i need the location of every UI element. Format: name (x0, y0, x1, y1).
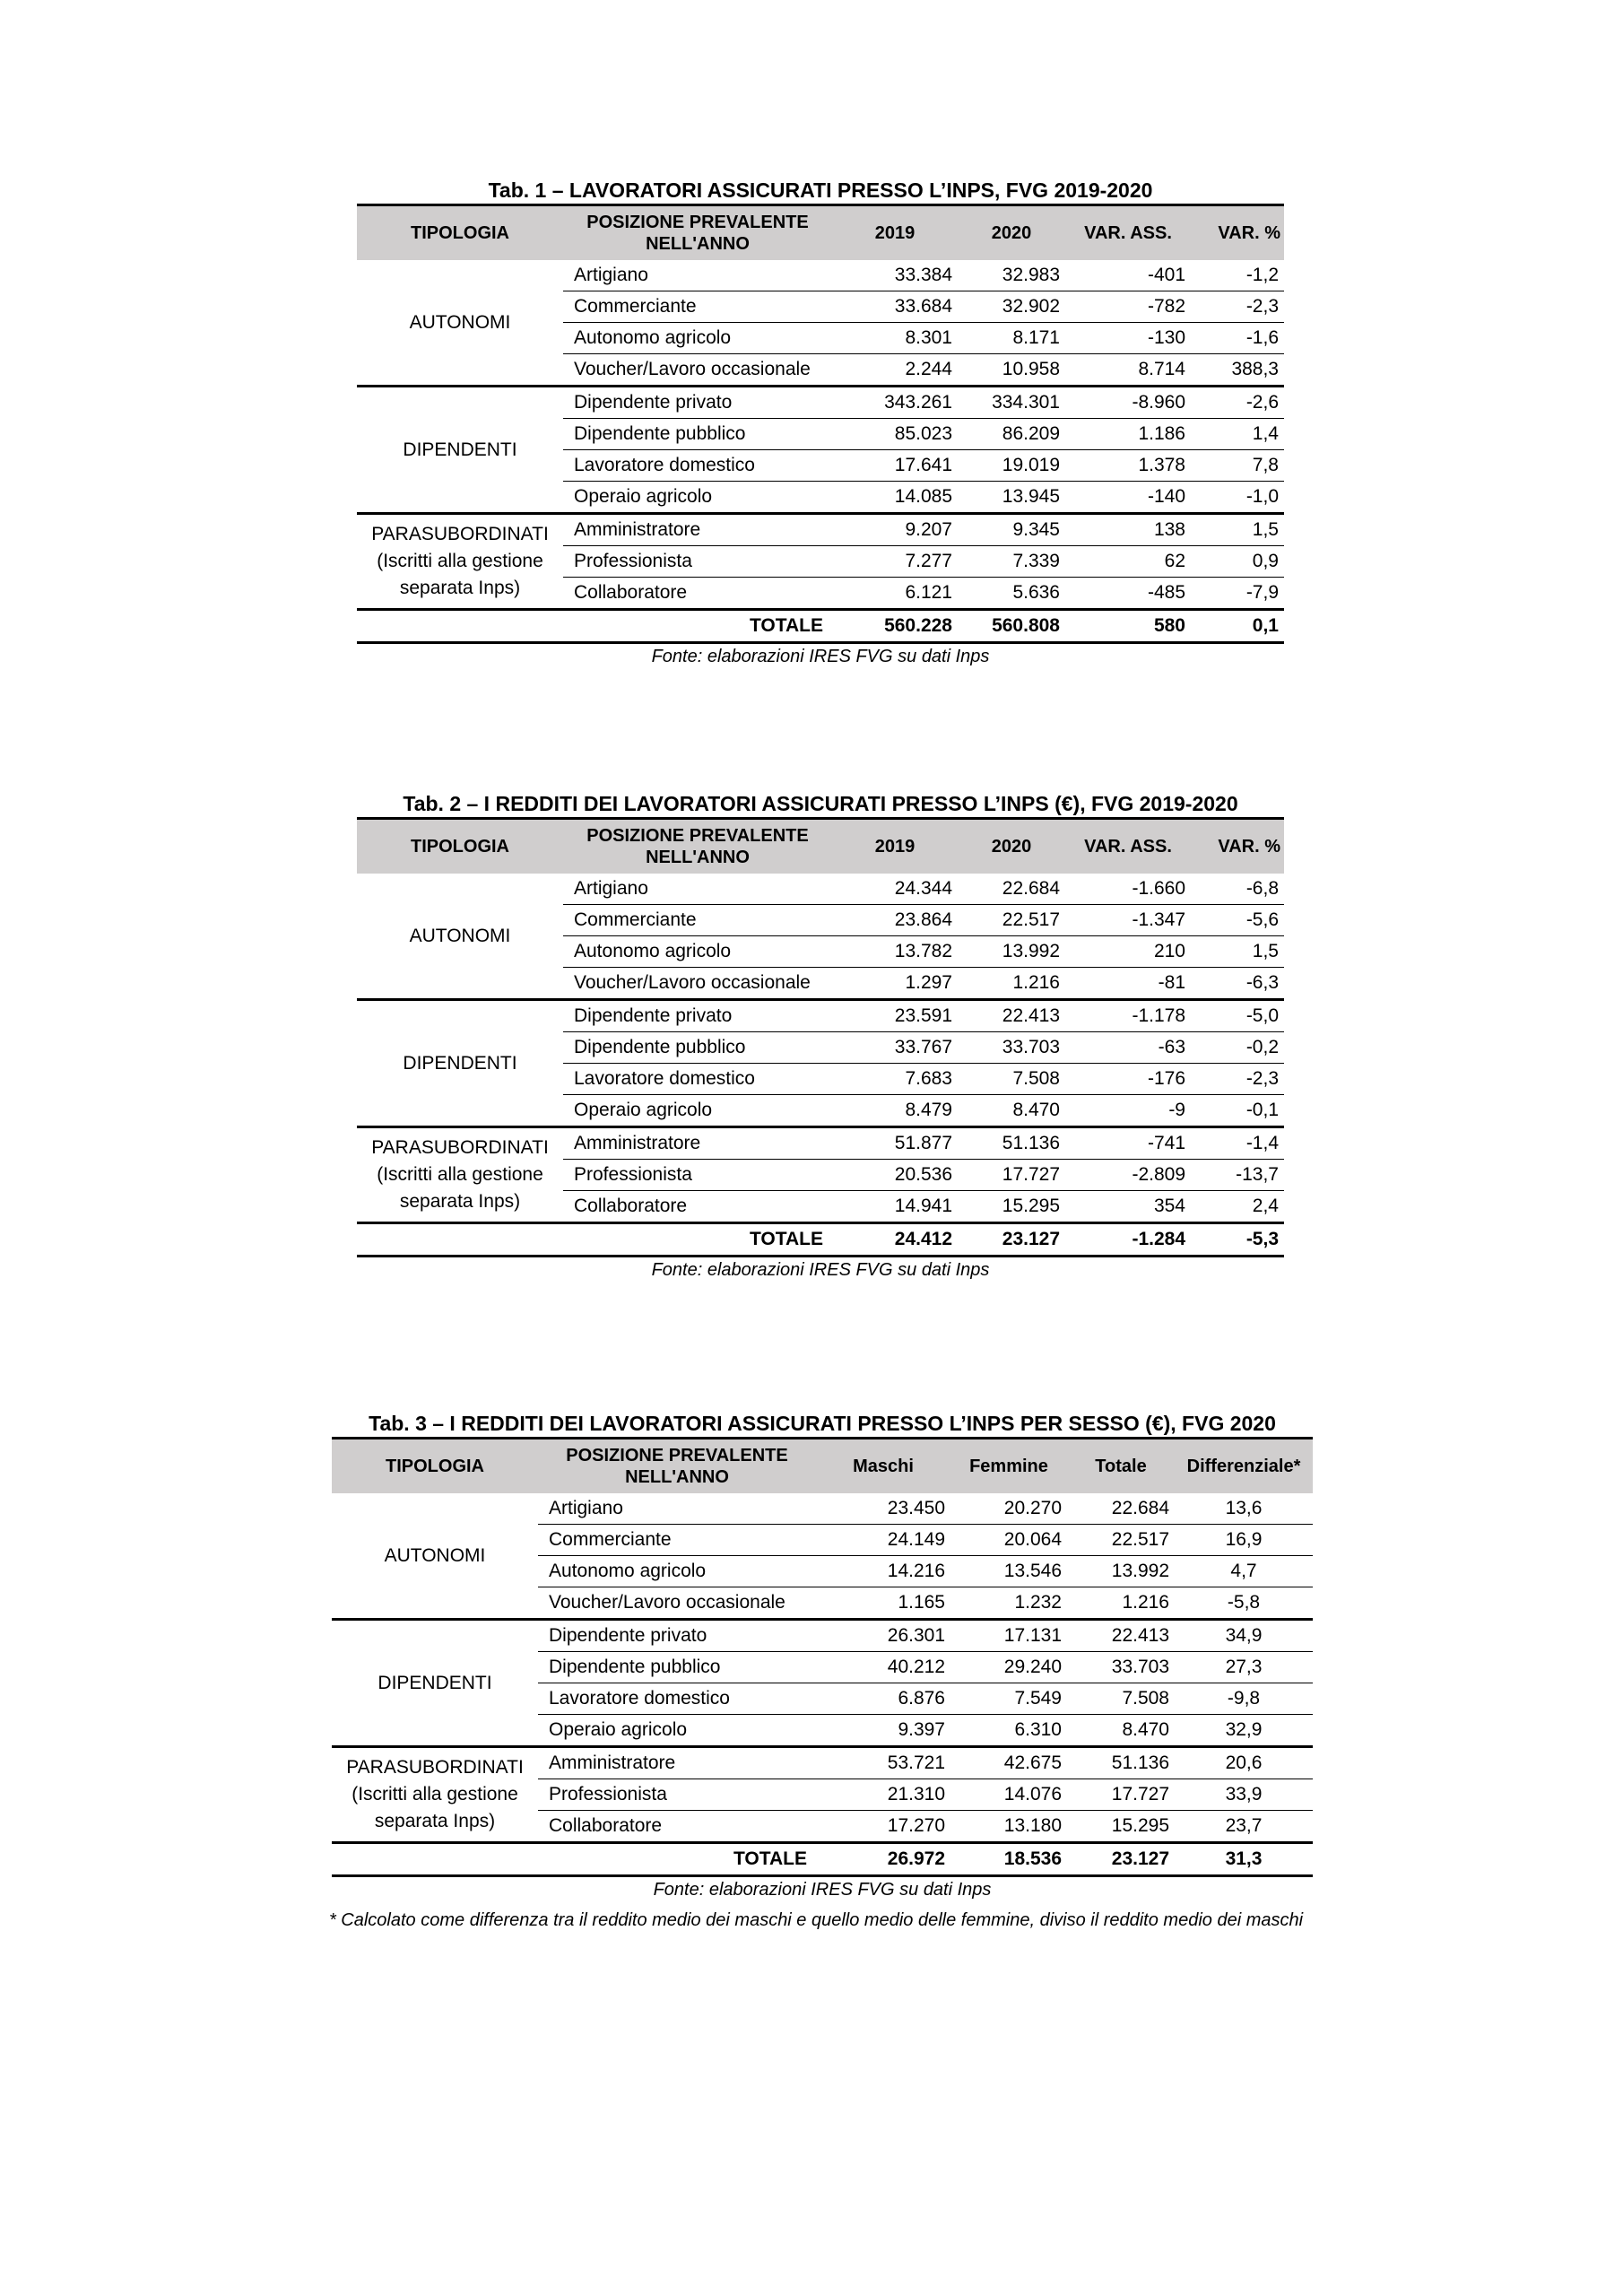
total-spacer (357, 1223, 563, 1257)
value-cell: 17.641 (832, 450, 958, 482)
value-cell: 17.270 (816, 1811, 950, 1843)
column-header: TIPOLOGIA (357, 205, 563, 261)
value-cell: -1,6 (1191, 323, 1284, 354)
value-cell: 22.413 (1067, 1620, 1175, 1652)
value-cell: -1,4 (1191, 1127, 1284, 1160)
position-cell: Amministratore (538, 1747, 816, 1779)
value-cell: 34,9 (1175, 1620, 1313, 1652)
header-row (357, 205, 1284, 261)
value-cell: 42.675 (950, 1747, 1067, 1779)
value-cell: 21.310 (816, 1779, 950, 1811)
value-cell: 14.085 (832, 482, 958, 514)
total-label: TOTALE (563, 1223, 832, 1257)
position-cell: Artigiano (563, 874, 832, 905)
value-cell: -741 (1065, 1127, 1191, 1160)
value-cell: -7,9 (1191, 578, 1284, 610)
value-cell: 53.721 (816, 1747, 950, 1779)
column-header: 2020 (958, 819, 1065, 874)
position-cell: Operaio agricolo (563, 1095, 832, 1127)
value-cell: 13.992 (1067, 1556, 1175, 1587)
value-cell: 20.064 (950, 1525, 1067, 1556)
position-cell: Professionista (538, 1779, 816, 1811)
value-cell: -63 (1065, 1032, 1191, 1064)
value-cell: 1.186 (1065, 419, 1191, 450)
value-cell: 8.470 (958, 1095, 1065, 1127)
value-cell: -140 (1065, 482, 1191, 514)
table-2-block (357, 790, 1284, 1283)
position-cell: Dipendente pubblico (563, 419, 832, 450)
value-cell: 14.941 (832, 1191, 958, 1223)
value-cell: 19.019 (958, 450, 1065, 482)
table-row (332, 1493, 1313, 1525)
position-cell: Amministratore (563, 514, 832, 546)
value-cell: -176 (1065, 1064, 1191, 1095)
position-cell: Dipendente pubblico (563, 1032, 832, 1064)
group-label: AUTONOMI (357, 260, 563, 387)
value-cell: 27,3 (1175, 1652, 1313, 1683)
value-cell: -5,8 (1175, 1587, 1313, 1620)
value-cell: -13,7 (1191, 1160, 1284, 1191)
table-row (332, 1747, 1313, 1779)
table-title: Tab. 1 – LAVORATORI ASSICURATI PRESSO L’INPS, FVG 2019-2020 (488, 178, 1153, 202)
position-cell: Commerciante (538, 1525, 816, 1556)
position-cell: Collaboratore (563, 578, 832, 610)
table-row (332, 1620, 1313, 1652)
value-cell: 13.782 (832, 936, 958, 968)
value-cell: 33.384 (832, 260, 958, 291)
value-cell: 1,4 (1191, 419, 1284, 450)
value-cell: -1,0 (1191, 482, 1284, 514)
group-label: DIPENDENTI (357, 387, 563, 514)
value-cell: 51.136 (958, 1127, 1065, 1160)
value-cell: 23.591 (832, 1000, 958, 1032)
value-cell: 17.727 (1067, 1779, 1175, 1811)
value-cell: -1.347 (1065, 905, 1191, 936)
value-cell: 334.301 (958, 387, 1065, 419)
value-cell: 7.508 (1067, 1683, 1175, 1715)
header-row (357, 819, 1284, 874)
value-cell: -0,1 (1191, 1095, 1284, 1127)
value-cell: 7.339 (958, 546, 1065, 578)
value-cell: 22.517 (1067, 1525, 1175, 1556)
total-value: 0,1 (1191, 610, 1284, 643)
column-header: Femmine (950, 1439, 1067, 1494)
column-header: VAR. ASS. (1065, 205, 1191, 261)
value-cell: 14.216 (816, 1556, 950, 1587)
total-value: 24.412 (832, 1223, 958, 1257)
value-cell: 6.121 (832, 578, 958, 610)
header-row (332, 1439, 1313, 1494)
total-label: TOTALE (538, 1843, 816, 1876)
value-cell: 9.207 (832, 514, 958, 546)
value-cell: 32,9 (1175, 1715, 1313, 1747)
value-cell: 1.378 (1065, 450, 1191, 482)
table-source: Fonte: elaborazioni IRES FVG su dati Inps (653, 1880, 992, 1900)
data-table (357, 204, 1284, 644)
table-row (357, 1000, 1284, 1032)
total-value: 31,3 (1175, 1843, 1313, 1876)
value-cell: 10.958 (958, 354, 1065, 387)
value-cell: -401 (1065, 260, 1191, 291)
value-cell: 16,9 (1175, 1525, 1313, 1556)
value-cell: 0,9 (1191, 546, 1284, 578)
position-cell: Dipendente privato (563, 387, 832, 419)
total-value: 18.536 (950, 1843, 1067, 1876)
value-cell: 1.232 (950, 1587, 1067, 1620)
total-row (357, 1223, 1284, 1257)
table-title: Tab. 2 – I REDDITI DEI LAVORATORI ASSICURATI PRESSO L’INPS (€), FVG 2019-2020 (403, 792, 1238, 815)
table-row (357, 387, 1284, 419)
column-header: POSIZIONE PREVALENTE NELL'ANNO (538, 1439, 816, 1494)
value-cell: -130 (1065, 323, 1191, 354)
column-header: TIPOLOGIA (332, 1439, 538, 1494)
value-cell: 33,9 (1175, 1779, 1313, 1811)
value-cell: -0,2 (1191, 1032, 1284, 1064)
value-cell: -2.809 (1065, 1160, 1191, 1191)
group-label: PARASUBORDINATI (Iscritti alla gestione separata Inps) (332, 1747, 538, 1843)
value-cell: 1,5 (1191, 514, 1284, 546)
value-cell: 33.703 (1067, 1652, 1175, 1683)
position-cell: Collaboratore (538, 1811, 816, 1843)
value-cell: 33.767 (832, 1032, 958, 1064)
value-cell: 23,7 (1175, 1811, 1313, 1843)
value-cell: -485 (1065, 578, 1191, 610)
value-cell: 23.864 (832, 905, 958, 936)
position-cell: Autonomo agricolo (538, 1556, 816, 1587)
column-header: Totale (1067, 1439, 1175, 1494)
column-header: VAR. ASS. (1065, 819, 1191, 874)
column-header: 2019 (832, 819, 958, 874)
value-cell: -2,3 (1191, 1064, 1284, 1095)
value-cell: 9.397 (816, 1715, 950, 1747)
value-cell: -9 (1065, 1095, 1191, 1127)
value-cell: 20.270 (950, 1493, 1067, 1525)
position-cell: Lavoratore domestico (538, 1683, 816, 1715)
value-cell: 8.301 (832, 323, 958, 354)
value-cell: 22.517 (958, 905, 1065, 936)
position-cell: Dipendente privato (538, 1620, 816, 1652)
group-label: DIPENDENTI (357, 1000, 563, 1127)
total-value: 23.127 (1067, 1843, 1175, 1876)
value-cell: 26.301 (816, 1620, 950, 1652)
total-value: 580 (1065, 610, 1191, 643)
value-cell: 22.684 (1067, 1493, 1175, 1525)
value-cell: 13.180 (950, 1811, 1067, 1843)
position-cell: Autonomo agricolo (563, 323, 832, 354)
table-row (357, 874, 1284, 905)
total-row (357, 610, 1284, 643)
value-cell: 20,6 (1175, 1747, 1313, 1779)
value-cell: 17.727 (958, 1160, 1065, 1191)
value-cell: 7.277 (832, 546, 958, 578)
total-value: 560.228 (832, 610, 958, 643)
total-row (332, 1843, 1313, 1876)
value-cell: 33.684 (832, 291, 958, 323)
value-cell: 24.149 (816, 1525, 950, 1556)
table-3-block (332, 1410, 1313, 1902)
value-cell: 6.310 (950, 1715, 1067, 1747)
value-cell: 51.136 (1067, 1747, 1175, 1779)
column-header: 2020 (958, 205, 1065, 261)
value-cell: 15.295 (958, 1191, 1065, 1223)
value-cell: 33.703 (958, 1032, 1065, 1064)
value-cell: 62 (1065, 546, 1191, 578)
column-header: Maschi (816, 1439, 950, 1494)
value-cell: -2,3 (1191, 291, 1284, 323)
position-cell: Collaboratore (563, 1191, 832, 1223)
value-cell: 22.684 (958, 874, 1065, 905)
group-label: PARASUBORDINATI (Iscritti alla gestione separata Inps) (357, 1127, 563, 1223)
table-source: Fonte: elaborazioni IRES FVG su dati Inps (651, 1260, 990, 1280)
position-cell: Voucher/Lavoro occasionale (538, 1587, 816, 1620)
position-cell: Professionista (563, 1160, 832, 1191)
value-cell: 13,6 (1175, 1493, 1313, 1525)
column-header: VAR. % (1191, 205, 1284, 261)
total-label: TOTALE (563, 610, 832, 643)
position-cell: Commerciante (563, 905, 832, 936)
value-cell: -1,2 (1191, 260, 1284, 291)
value-cell: 1.165 (816, 1587, 950, 1620)
value-cell: 32.983 (958, 260, 1065, 291)
position-cell: Artigiano (563, 260, 832, 291)
value-cell: 7.683 (832, 1064, 958, 1095)
value-cell: 13.546 (950, 1556, 1067, 1587)
total-spacer (332, 1843, 538, 1876)
value-cell: -2,6 (1191, 387, 1284, 419)
position-cell: Operaio agricolo (563, 482, 832, 514)
value-cell: 20.536 (832, 1160, 958, 1191)
value-cell: 7,8 (1191, 450, 1284, 482)
value-cell: 32.902 (958, 291, 1065, 323)
value-cell: 8.470 (1067, 1715, 1175, 1747)
value-cell: 8.171 (958, 323, 1065, 354)
value-cell: 6.876 (816, 1683, 950, 1715)
table-row (357, 514, 1284, 546)
value-cell: 343.261 (832, 387, 958, 419)
value-cell: 1,5 (1191, 936, 1284, 968)
value-cell: -6,3 (1191, 968, 1284, 1000)
table-title: Tab. 3 – I REDDITI DEI LAVORATORI ASSICURATI PRESSO L’INPS PER SESSO (€), FVG 2020 (369, 1412, 1276, 1435)
value-cell: 210 (1065, 936, 1191, 968)
value-cell: 9.345 (958, 514, 1065, 546)
table-source: Fonte: elaborazioni IRES FVG su dati Inps (651, 647, 990, 666)
group-label: DIPENDENTI (332, 1620, 538, 1747)
value-cell: -81 (1065, 968, 1191, 1000)
data-table (357, 817, 1284, 1257)
column-header: POSIZIONE PREVALENTE NELL'ANNO (563, 205, 832, 261)
position-cell: Lavoratore domestico (563, 450, 832, 482)
column-header: POSIZIONE PREVALENTE NELL'ANNO (563, 819, 832, 874)
value-cell: 23.450 (816, 1493, 950, 1525)
total-value: 23.127 (958, 1223, 1065, 1257)
value-cell: 14.076 (950, 1779, 1067, 1811)
position-cell: Artigiano (538, 1493, 816, 1525)
value-cell: 2,4 (1191, 1191, 1284, 1223)
value-cell: 29.240 (950, 1652, 1067, 1683)
column-header: Differenziale* (1175, 1439, 1313, 1494)
value-cell: 51.877 (832, 1127, 958, 1160)
value-cell: 388,3 (1191, 354, 1284, 387)
value-cell: 2.244 (832, 354, 958, 387)
data-table (332, 1437, 1313, 1877)
total-value: 560.808 (958, 610, 1065, 643)
group-label: PARASUBORDINATI (Iscritti alla gestione separata Inps) (357, 514, 563, 610)
value-cell: 1.216 (1067, 1587, 1175, 1620)
position-cell: Autonomo agricolo (563, 936, 832, 968)
value-cell: 1.216 (958, 968, 1065, 1000)
value-cell: -9,8 (1175, 1683, 1313, 1715)
value-cell: 15.295 (1067, 1811, 1175, 1843)
value-cell: 4,7 (1175, 1556, 1313, 1587)
value-cell: 40.212 (816, 1652, 950, 1683)
total-value: -5,3 (1191, 1223, 1284, 1257)
value-cell: 138 (1065, 514, 1191, 546)
position-cell: Professionista (563, 546, 832, 578)
table-1-block (357, 177, 1284, 669)
value-cell: 8.479 (832, 1095, 958, 1127)
value-cell: 86.209 (958, 419, 1065, 450)
value-cell: 8.714 (1065, 354, 1191, 387)
position-cell: Dipendente privato (563, 1000, 832, 1032)
total-spacer (357, 610, 563, 643)
table-row (357, 1127, 1284, 1160)
value-cell: 1.297 (832, 968, 958, 1000)
value-cell: 5.636 (958, 578, 1065, 610)
group-label: AUTONOMI (357, 874, 563, 1000)
position-cell: Voucher/Lavoro occasionale (563, 968, 832, 1000)
value-cell: -8.960 (1065, 387, 1191, 419)
total-value: 26.972 (816, 1843, 950, 1876)
table-row (357, 260, 1284, 291)
value-cell: 22.413 (958, 1000, 1065, 1032)
group-label: AUTONOMI (332, 1493, 538, 1620)
value-cell: 13.945 (958, 482, 1065, 514)
value-cell: 24.344 (832, 874, 958, 905)
value-cell: 7.508 (958, 1064, 1065, 1095)
position-cell: Amministratore (563, 1127, 832, 1160)
value-cell: 7.549 (950, 1683, 1067, 1715)
value-cell: -782 (1065, 291, 1191, 323)
value-cell: 17.131 (950, 1620, 1067, 1652)
value-cell: -1.178 (1065, 1000, 1191, 1032)
value-cell: 13.992 (958, 936, 1065, 968)
value-cell: 85.023 (832, 419, 958, 450)
value-cell: 354 (1065, 1191, 1191, 1223)
position-cell: Commerciante (563, 291, 832, 323)
position-cell: Lavoratore domestico (563, 1064, 832, 1095)
footnote: * Calcolato come differenza tra il reddito medio dei maschi e quello medio delle femmine, diviso il reddito medio dei maschi (328, 1910, 1304, 1930)
value-cell: -5,0 (1191, 1000, 1284, 1032)
value-cell: -5,6 (1191, 905, 1284, 936)
value-cell: -6,8 (1191, 874, 1284, 905)
position-cell: Dipendente pubblico (538, 1652, 816, 1683)
total-value: -1.284 (1065, 1223, 1191, 1257)
column-header: TIPOLOGIA (357, 819, 563, 874)
value-cell: -1.660 (1065, 874, 1191, 905)
position-cell: Operaio agricolo (538, 1715, 816, 1747)
position-cell: Voucher/Lavoro occasionale (563, 354, 832, 387)
column-header: 2019 (832, 205, 958, 261)
column-header: VAR. % (1191, 819, 1284, 874)
